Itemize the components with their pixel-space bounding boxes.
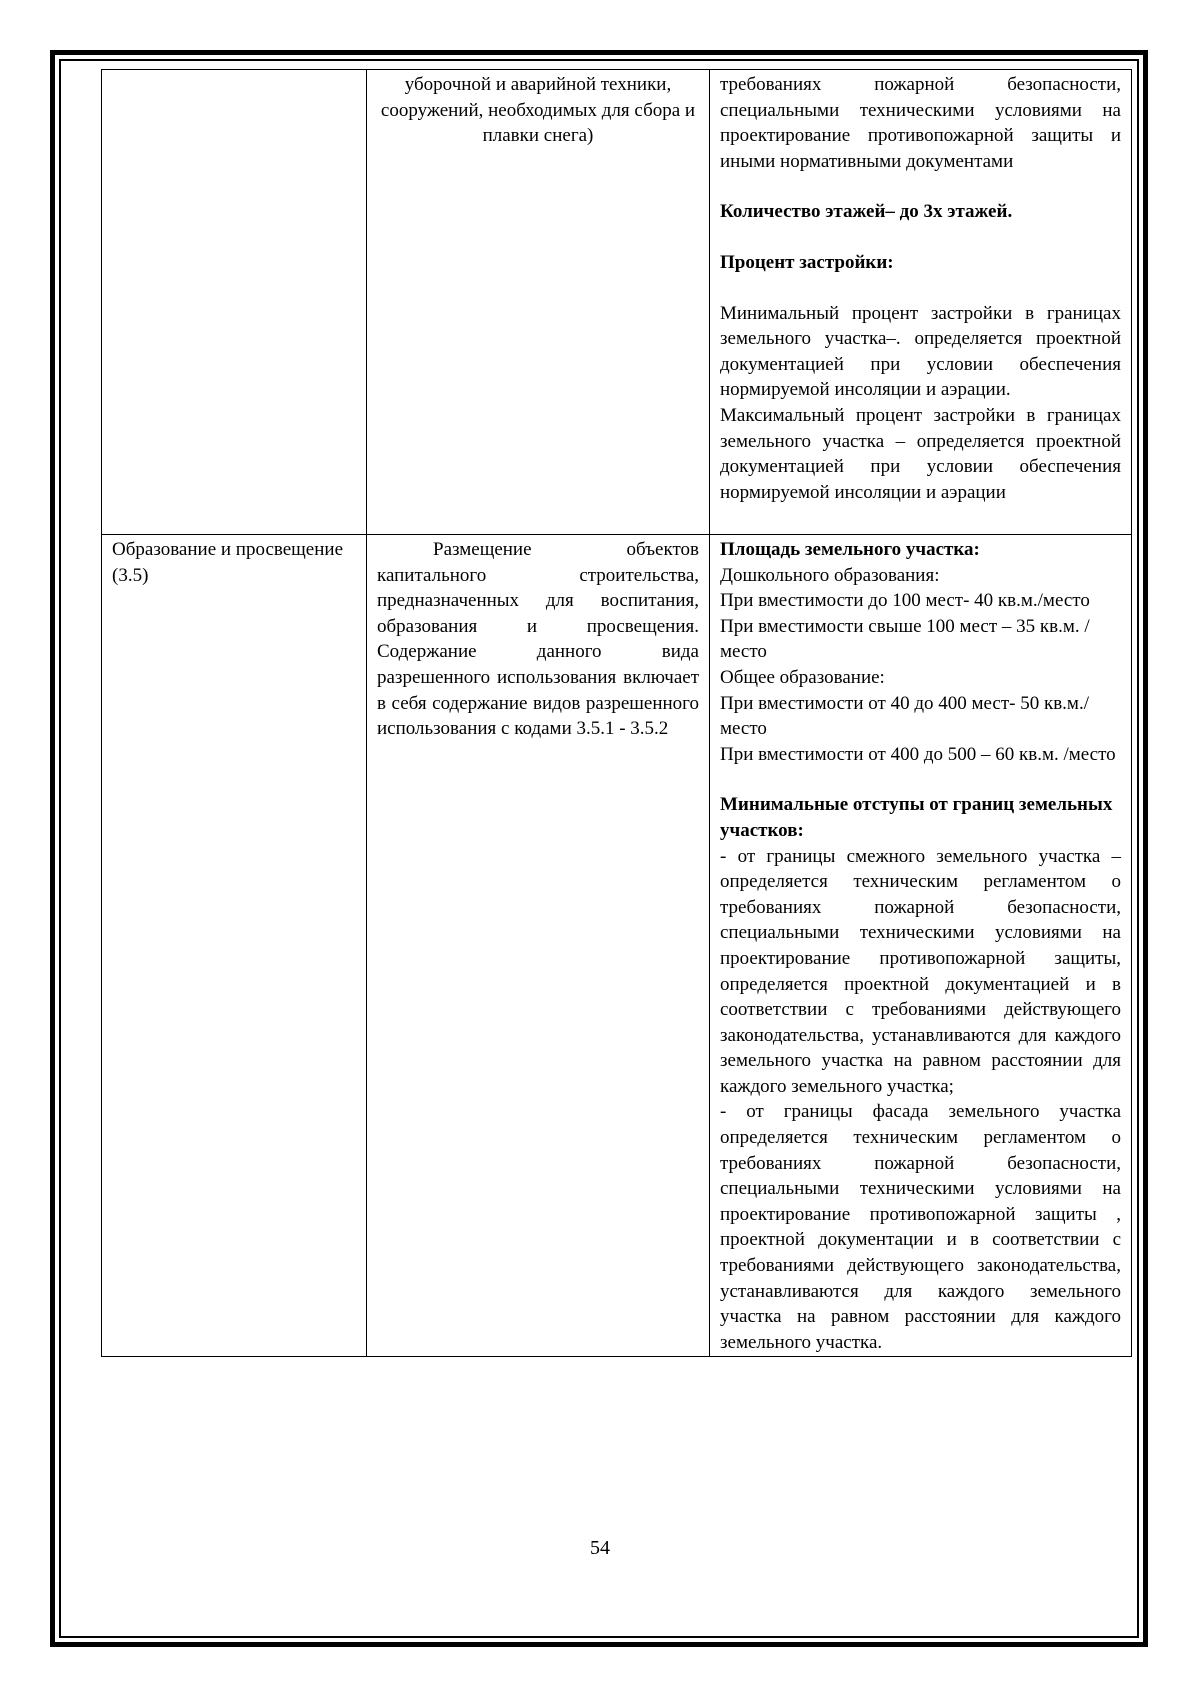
coverage-min-text: Минимальный процент застройки в границах земельного участка–. определяется проектной документацией при условии обеспечения нормируемой инсоляции и аэрации. (720, 302, 1121, 401)
parameters-cell (710, 535, 1132, 1357)
setback-adjacent-text: - от границы смежного земельного участка – определяется техническим регламентом о требованиях пожарной безопасности, специальными техническими условиями на проектирование противопожарной защиты, определяется проектной документацией и в соответствии с требованиями действующего законодательства, устанавливаются для каждого земельного участка на равном расстоянии для каждого земельного участка; (720, 845, 1121, 1097)
area-heading: Площадь земельного участка: (720, 539, 980, 560)
use-description-cell: Размещение объектов капитального строительства, предназначенных для воспитания, образования и просвещения. Содержание данного вида разрешенного использования включает в себя содержание видов разрешенного использования с кодами 3.5.1 - 3.5.2 (367, 535, 710, 1357)
setbacks-heading: Минимальные отступы от границ земельных участков: (720, 794, 1113, 841)
coverage-max-text: Максимальный процент застройки в границах земельного участка – определяется проектной документацией при условии обеспечения нормируемой инсоляции и аэрации (720, 404, 1121, 503)
use-description-cell: уборочной и аварийной техники, сооружений, необходимых для сбора и плавки снега) (367, 70, 710, 535)
table-row (102, 535, 1132, 1357)
list-item: При вместимости от 400 до 500 – 60 кв.м. /место (720, 743, 1116, 765)
preschool-label: Дошкольного образования: (720, 564, 940, 586)
page-number: 54 (590, 1537, 610, 1559)
use-type-cell: Образование и просвещение (3.5) (102, 535, 367, 1357)
general-label: Общее образование: (720, 666, 885, 688)
list-item: При вместимости от 40 до 400 мест- 50 кв.м./место (720, 692, 1089, 740)
list-item: При вместимости до 100 мест- 40 кв.м./место (720, 590, 1090, 612)
table-row (102, 70, 1132, 535)
regulations-table (101, 69, 1132, 1357)
list-item: При вместимости свыше 100 мест – 35 кв.м. /место (720, 615, 1090, 663)
floors-text: Количество этажей– до 3х этажей. (720, 201, 1013, 223)
parameters-cell (710, 70, 1132, 535)
coverage-heading: Процент застройки: (720, 251, 894, 273)
paragraph: требованиях пожарной безопасности, специальными техническими условиями на проектирование противопожарной защиты и иными нормативными документами (720, 74, 1121, 172)
use-type-cell (102, 70, 367, 535)
setback-facade-text: - от границы фасада земельного участка определяется техническим регламентом о требованиях пожарной безопасности, специальными техническими условиями на проектирование противопожарной защиты , проектной документации и в соответствии с требованиями действующего законодательства, устанавливаются для каждого земельного участка на равном расстоянии для каждого земельного участка. (720, 1101, 1121, 1353)
